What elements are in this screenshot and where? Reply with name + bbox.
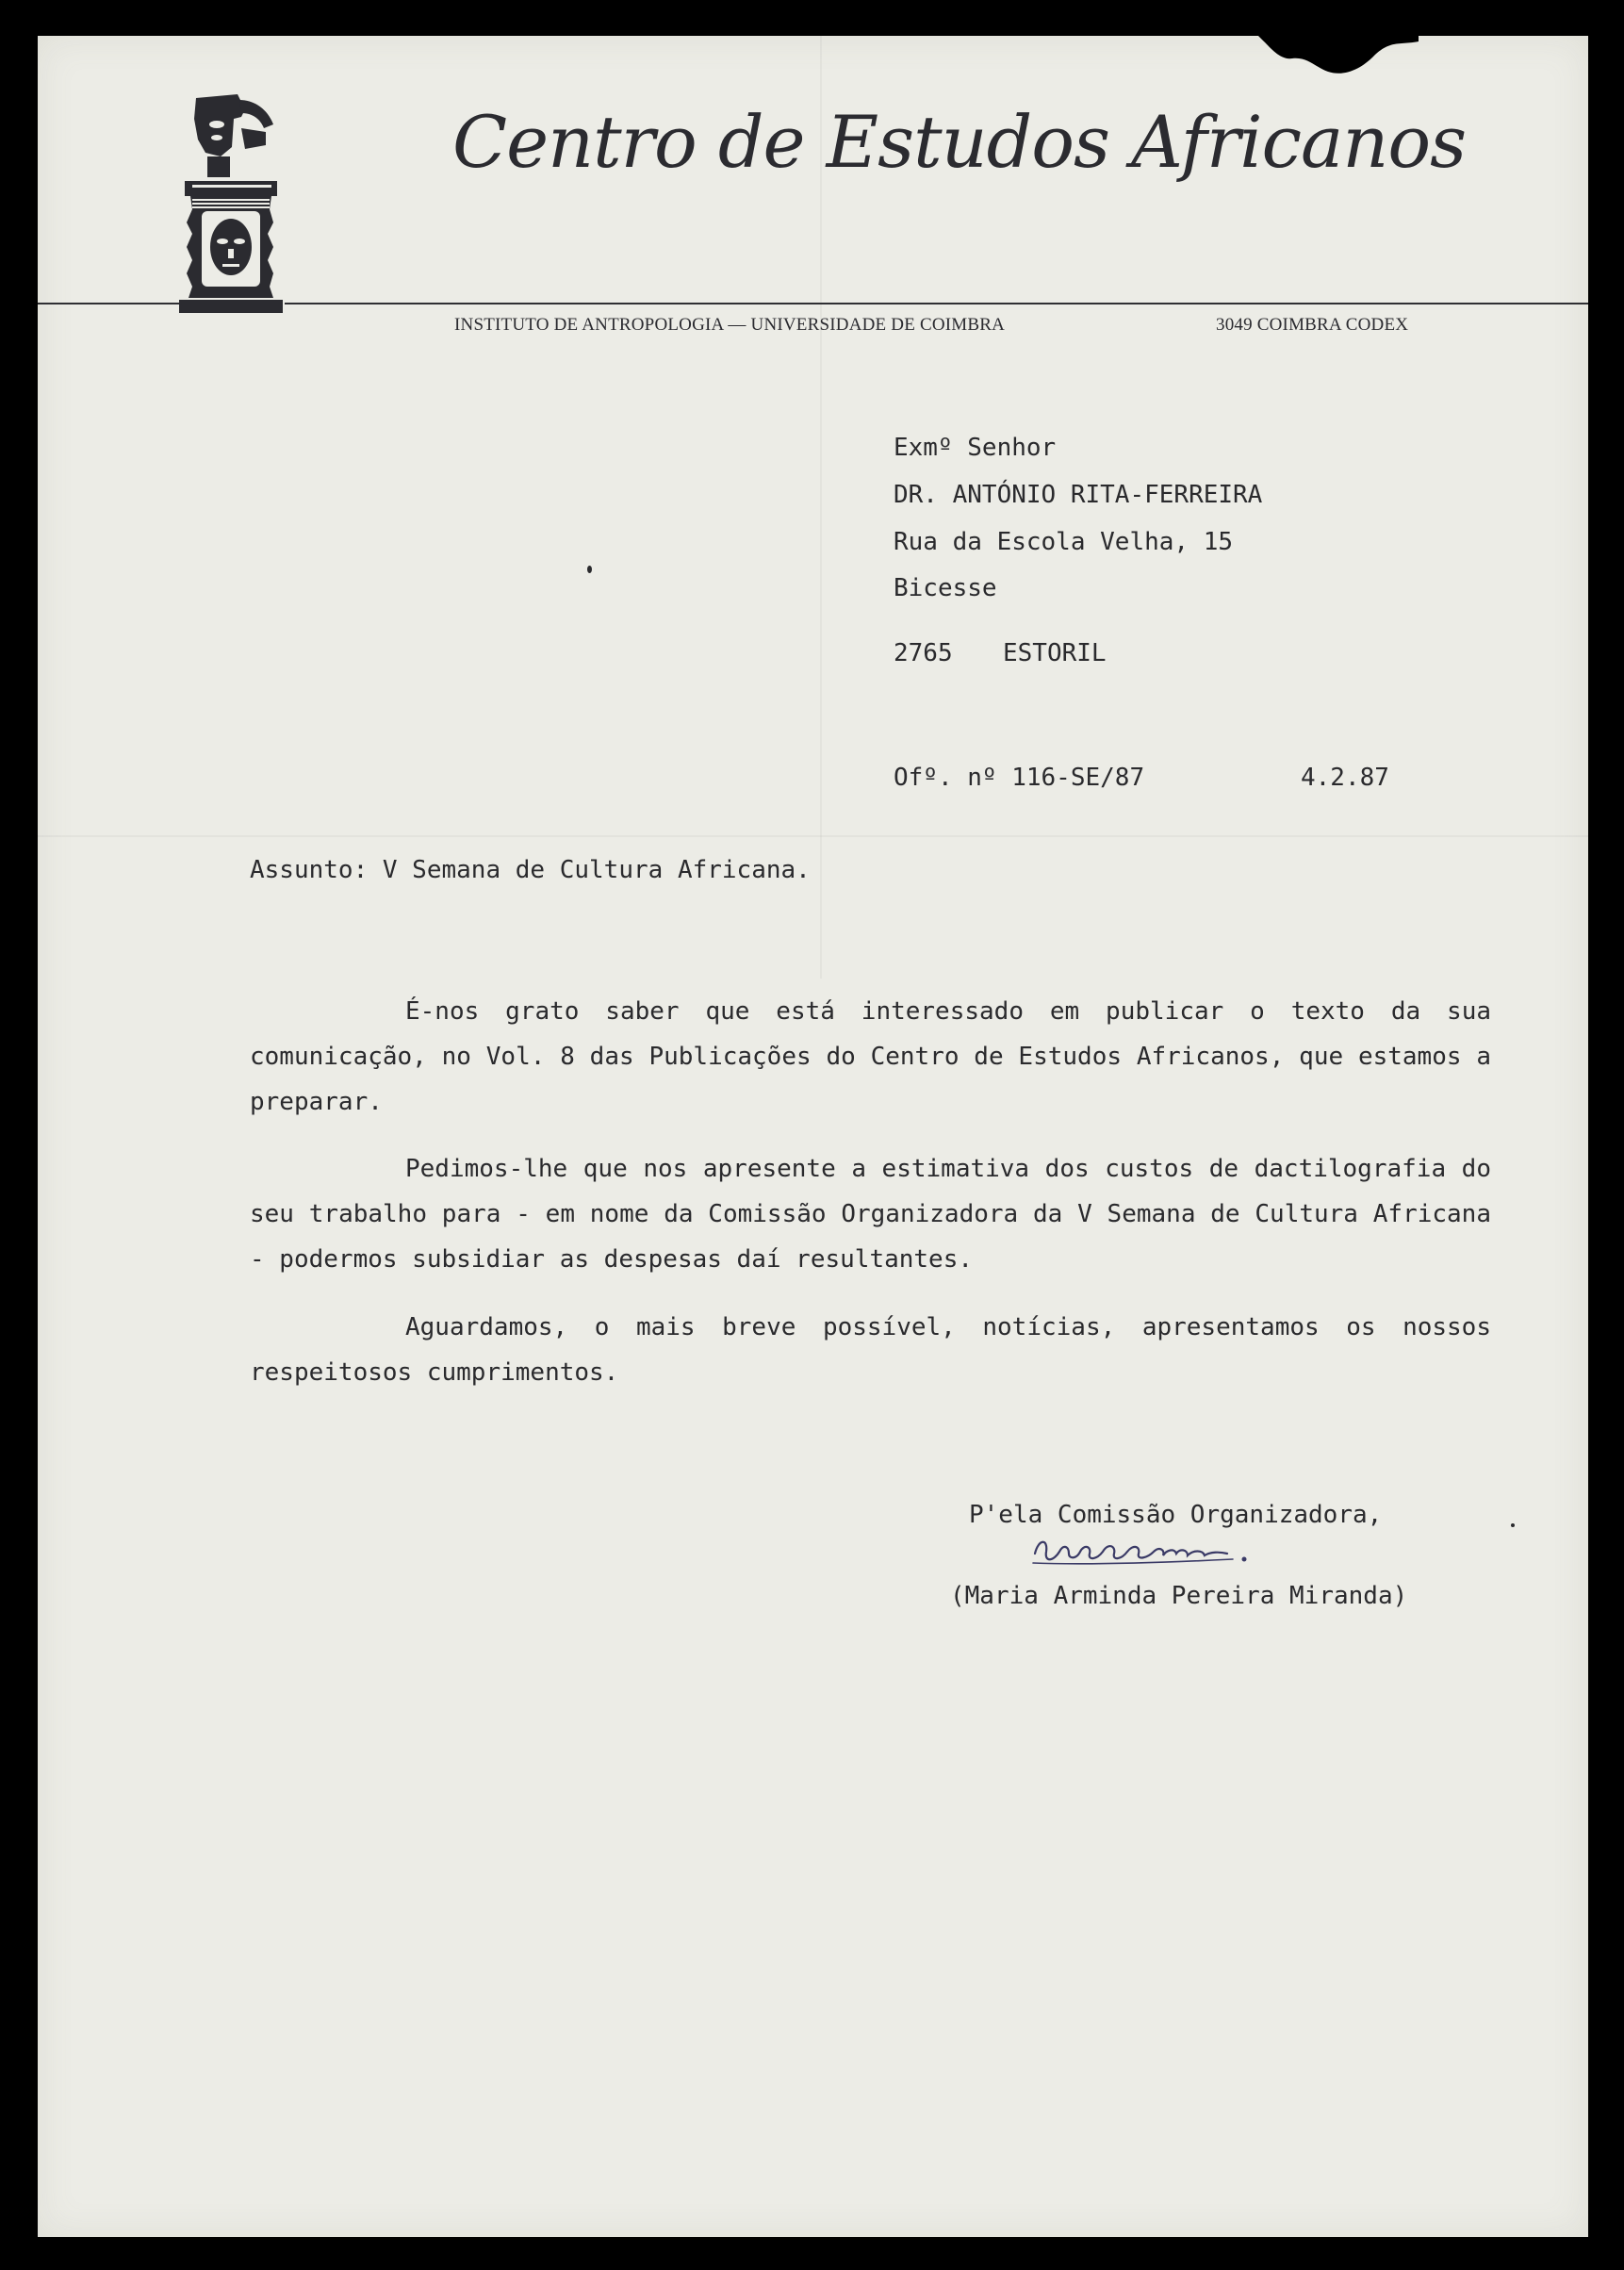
body-paragraph [250, 1305, 1491, 1395]
ink-speck [587, 566, 592, 573]
closing-line: P'ela Comissão Organizadora, [969, 1501, 1383, 1529]
recipient-street: Rua da Escola Velha, 15 [894, 528, 1234, 556]
handwritten-signature-icon [1025, 1525, 1252, 1572]
african-sculpture-logo-icon [179, 90, 283, 317]
letter-sheet [38, 36, 1588, 2237]
letterhead-rule [38, 303, 179, 304]
institute-line: INSTITUTO DE ANTROPOLOGIA — UNIVERSIDADE DE COIMBRA [454, 315, 1006, 335]
paragraph-3: Aguardamos, o mais breve possível, notícias, apresentamos os nossos respeitosos cumprimentos. [250, 1313, 1491, 1387]
recipient-name: DR. ANTÓNIO RITA-FERREIRA [894, 481, 1263, 509]
body-paragraph [250, 1146, 1491, 1282]
signatory-name: (Maria Arminda Pereira Miranda) [950, 1582, 1408, 1610]
recipient-locality: Bicesse [894, 574, 997, 602]
torn-corner [1258, 36, 1419, 83]
recipient-city: ESTORIL [1003, 639, 1107, 667]
paragraph-1: É-nos grato saber que está interessado em publicar o texto da sua comunicação, no Vol. 8 das Publicações do Centro de Estudos Africanos, que estamos a preparar. [250, 997, 1491, 1116]
paragraph-2: Pedimos-lhe que nos apresente a estimativa dos custos de dactilografia do seu trabalho para - em nome da Comissão Organizadora da V Semana de Cultura Africana - podermos subsidiar as despesas daí resultantes. [250, 1155, 1491, 1274]
letter-date: 4.2.87 [1301, 764, 1389, 792]
body-paragraph [250, 989, 1491, 1125]
letterhead-rule [285, 303, 1588, 304]
subject-line: Assunto: V Semana de Cultura Africana. [250, 856, 811, 884]
paper-fold-horizontal [38, 835, 1588, 837]
city-code: 3049 COIMBRA CODEX [1216, 315, 1409, 335]
letterhead-title: Centro de Estudos Africanos [452, 100, 1467, 184]
reference-number: Ofº. nº 116-SE/87 [894, 764, 1145, 792]
recipient-salutation: Exmº Senhor [894, 434, 1057, 462]
ink-speck [1511, 1523, 1515, 1527]
recipient-postal-code: 2765 [894, 639, 953, 667]
